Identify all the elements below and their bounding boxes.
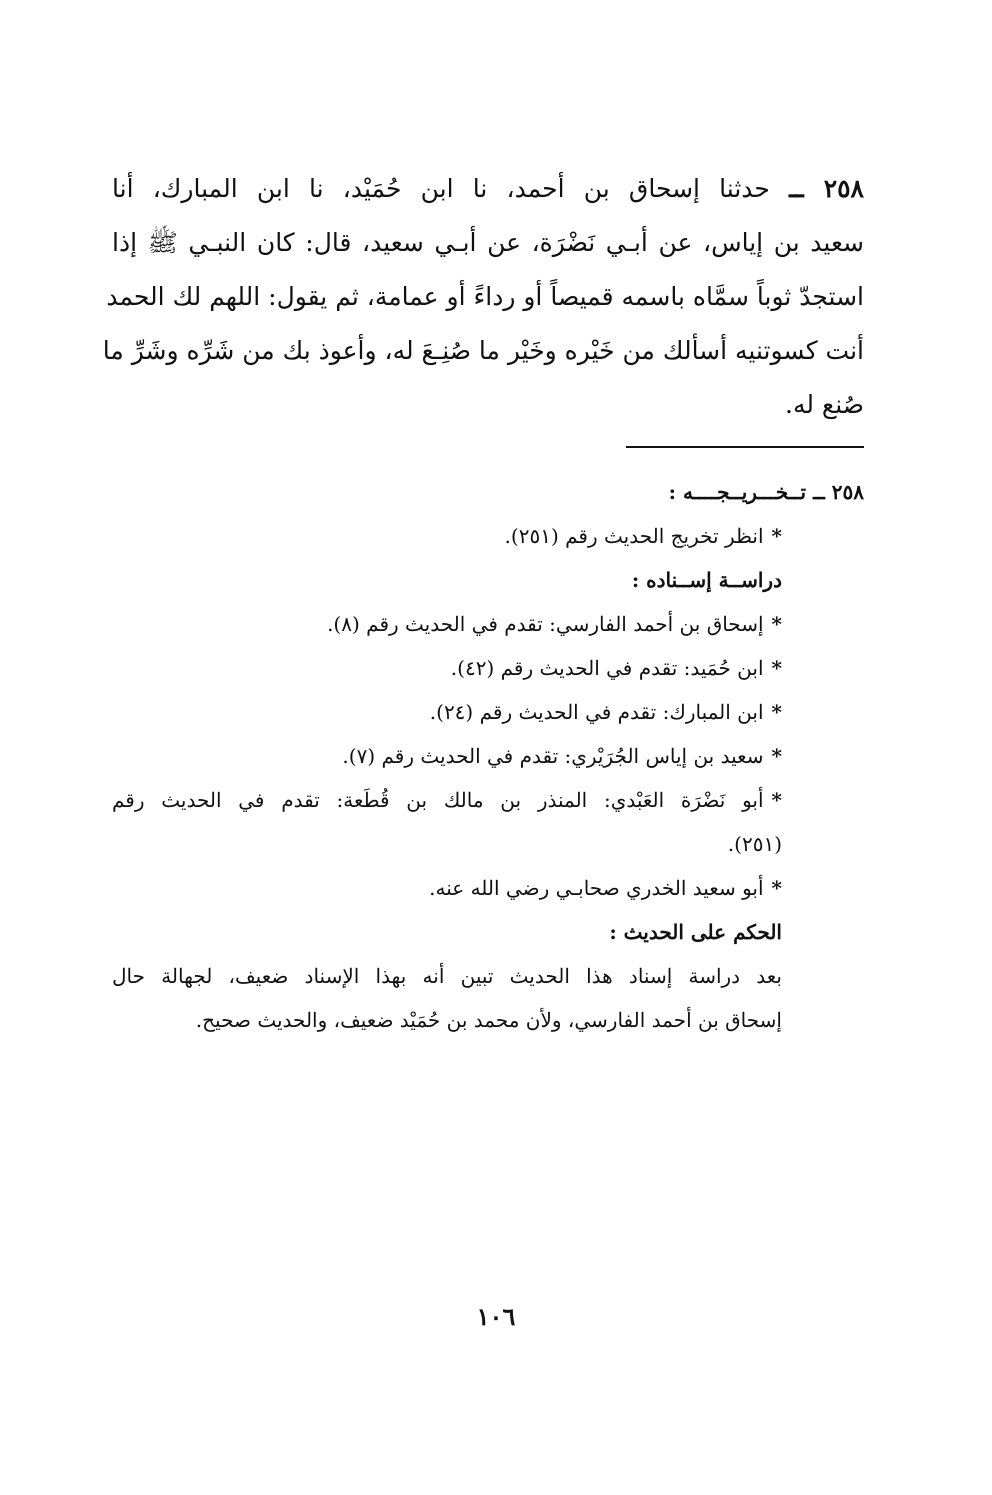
takhrij-item: *انظر تخريج الحديث رقم (٢٥١). xyxy=(504,524,782,548)
narrator-item: *أبو سعيد الخدري صحابـي رضي الله عنه. xyxy=(429,876,782,900)
hadith-line: صُنع له. xyxy=(785,390,864,419)
footnote-divider xyxy=(626,446,864,448)
hadith-line: أنت كسوتنيه أسألك من خَيْره وخَيْر ما صُنِـعَ له، وأعوذ بك من شَرِّه وشَرِّ ما xyxy=(102,336,864,365)
hadith-line: سعيد بن إياس، عن أبـي نَضْرَة، عن أبـي سعيد، قال: كان النبـي ﷺ إذا xyxy=(112,228,864,257)
bullet-icon: * xyxy=(771,656,782,680)
takhrij-heading: ٢٥٨ ــ تــخـــريــجــــه : xyxy=(668,480,864,504)
isnad-heading: دراســة إســناده : xyxy=(631,568,782,592)
bullet-icon: * xyxy=(771,788,782,812)
ruling-text-line: إسحاق بن أحمد الفارسي، ولأن محمد بن حُمَيْد ضعيف، والحديث صحيح. xyxy=(195,1008,782,1032)
bullet-icon: * xyxy=(771,524,782,548)
page-number: ١٠٦ xyxy=(476,1302,516,1331)
narrator-item: *سعيد بن إياس الجُرَيْري: تقدم في الحديث رقم (٧). xyxy=(342,744,782,768)
bullet-icon: * xyxy=(771,744,782,768)
bullet-icon: * xyxy=(771,700,782,724)
narrator-item: *أبو نَضْرَة العَبْدي: المنذر بن مالك بن قُطَعة: تقدم في الحديث رقم xyxy=(112,788,782,812)
hadith-line: ٢٥٨ ــ حدثنا إسحاق بن أحمد، نا ابن حُمَيْد، نا ابن المبارك، أنا xyxy=(112,174,864,203)
narrator-item: *ابن حُمَيد: تقدم في الحديث رقم (٤٢). xyxy=(450,656,782,680)
bullet-icon: * xyxy=(771,876,782,900)
hadith-line: استجدّ ثوباً سمَّاه باسمه قميصاً أو رداءً أو عمامة، ثم يقول: اللهم لك الحمد xyxy=(106,282,864,311)
narrator-item: *ابن المبارك: تقدم في الحديث رقم (٢٤). xyxy=(429,700,782,724)
footnotes xyxy=(112,470,864,1042)
ruling-heading: الحكم على الحديث : xyxy=(609,920,782,944)
narrator-item: *إسحاق بن أحمد الفارسي: تقدم في الحديث رقم (٨). xyxy=(327,612,782,636)
ruling-text-line: بعد دراسة إسناد هذا الحديث تبين أنه بهذا الإسناد ضعيف، لجهالة حال xyxy=(112,964,782,988)
hadith-text xyxy=(102,162,864,432)
bullet-icon: * xyxy=(771,612,782,636)
narrator-item-continued: (٢٥١). xyxy=(727,832,782,856)
hadith-number: ٢٥٨ ــ xyxy=(789,174,864,203)
